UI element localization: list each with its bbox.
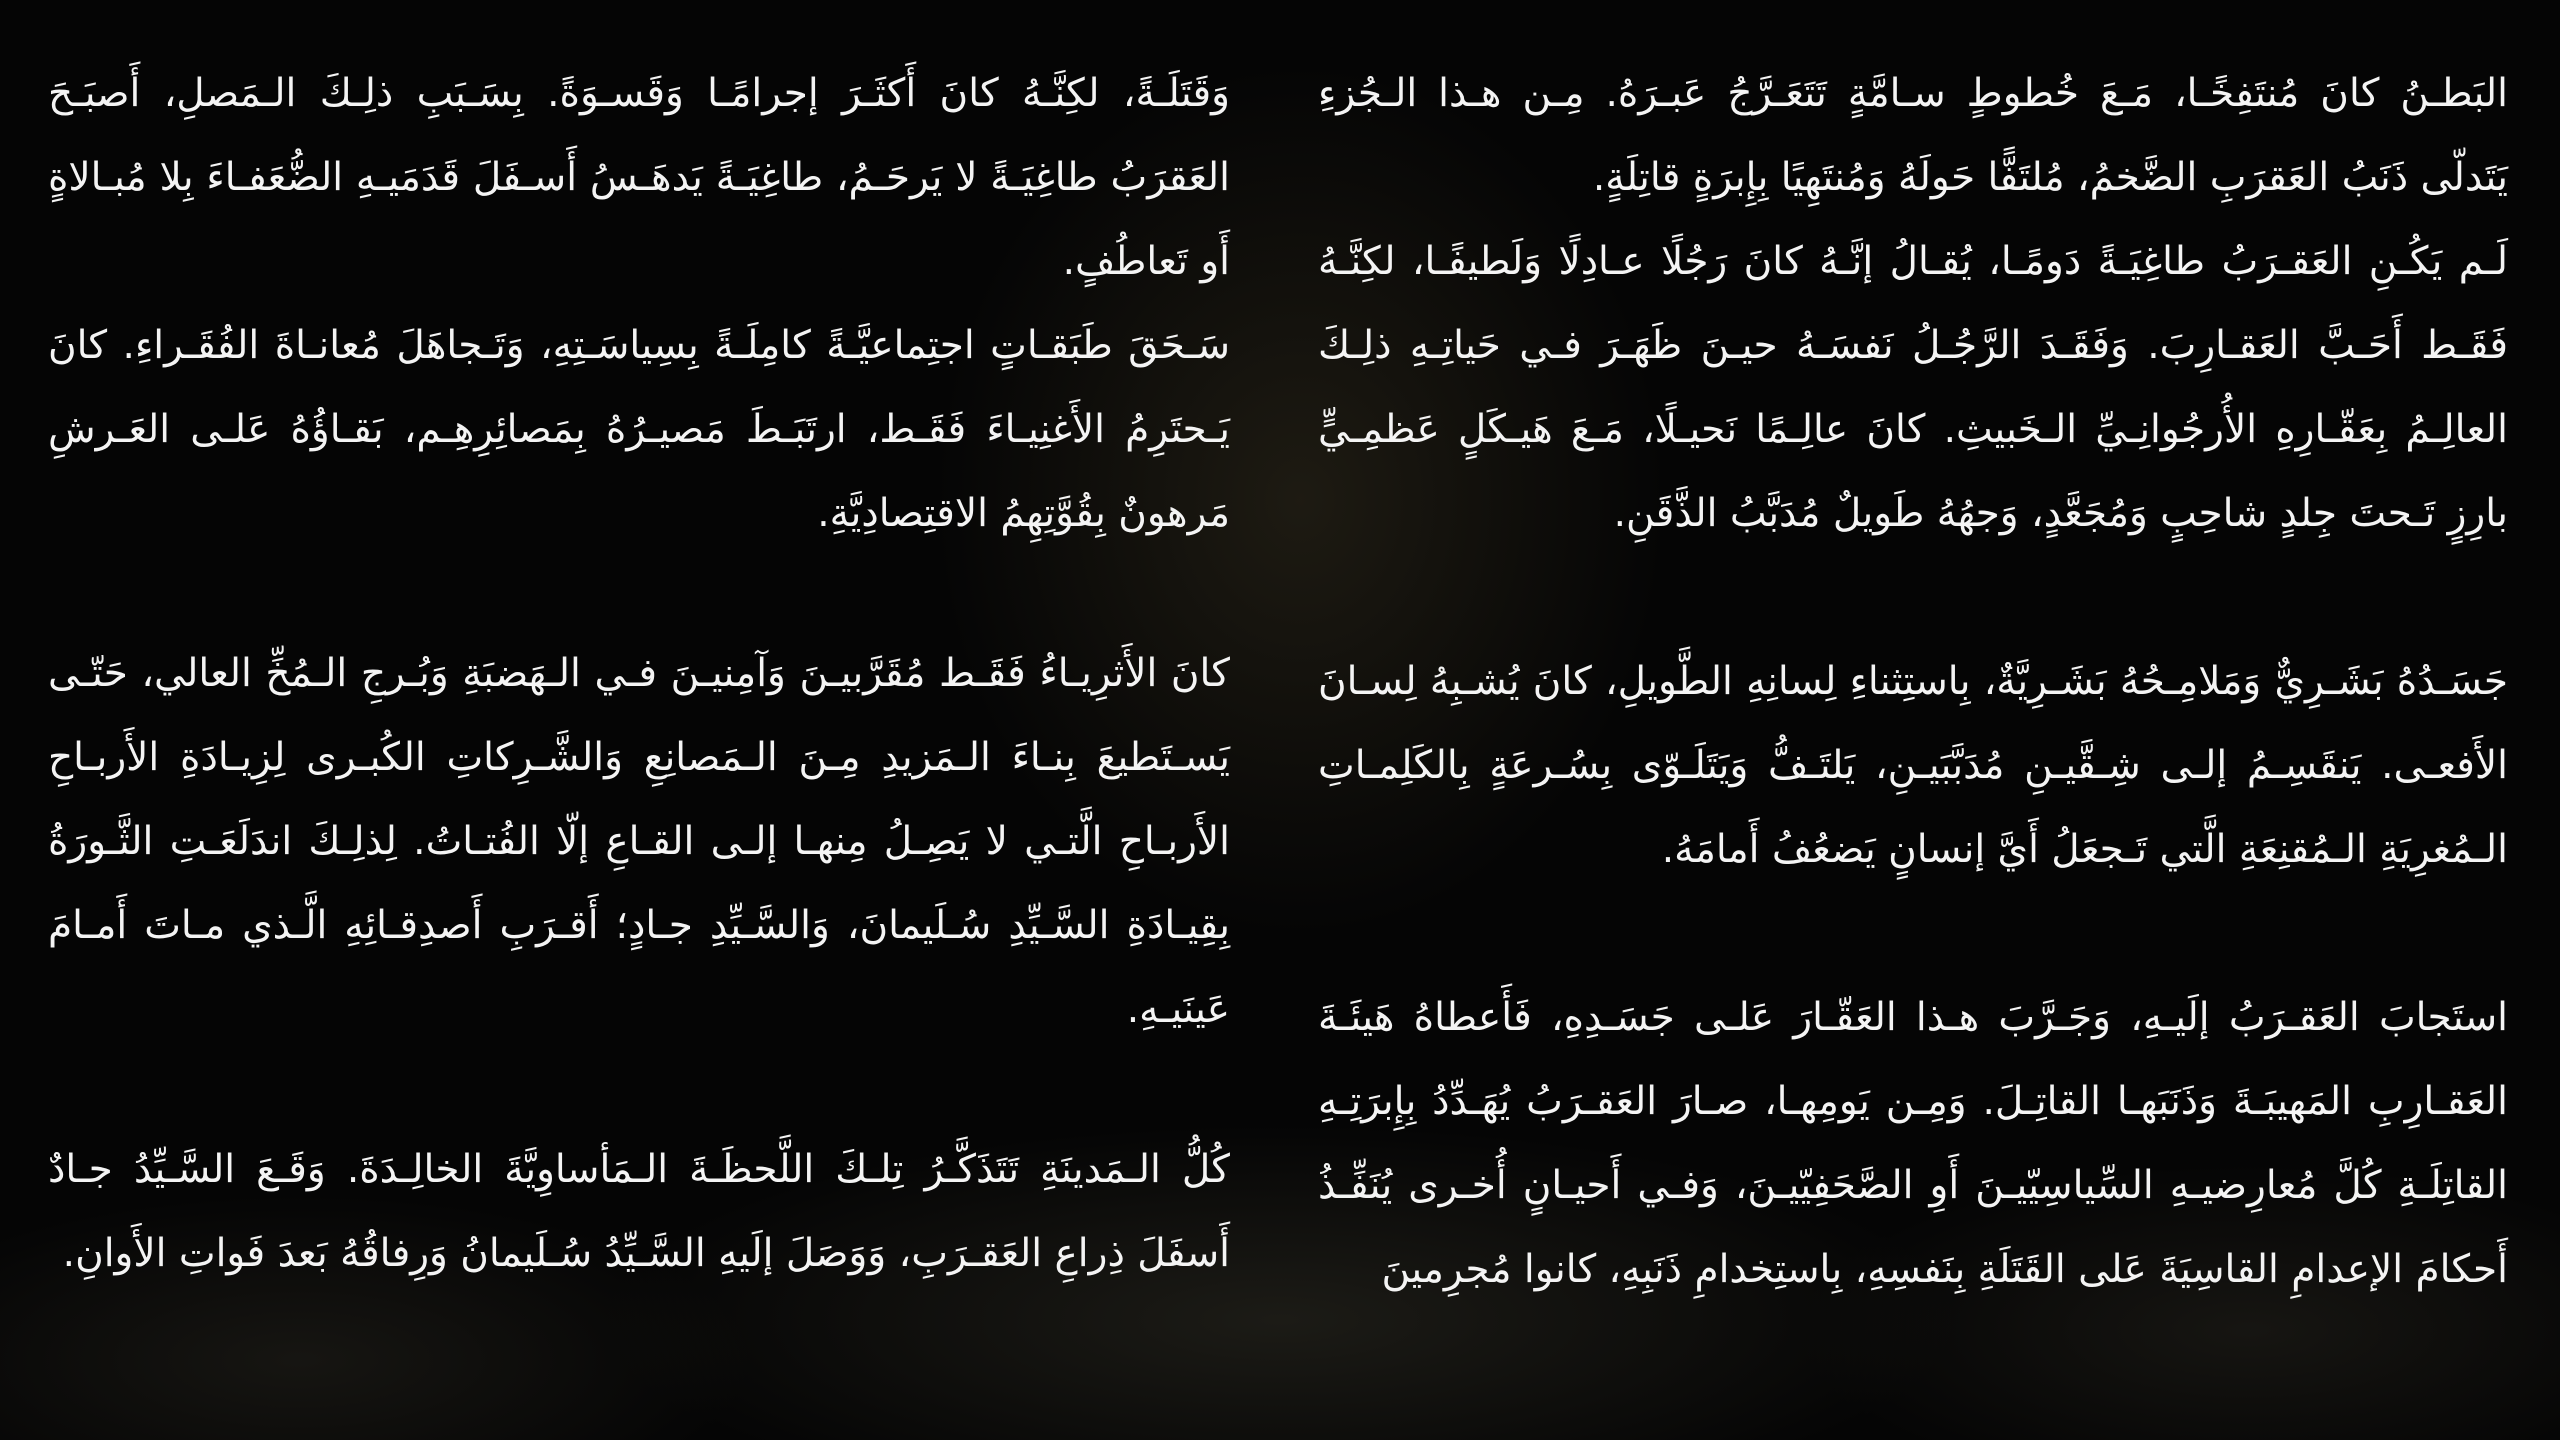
paragraph-body-tongue: جَسَـدُهُ بَشَـرِيٌّ وَمَلامِـحُهُ بَشَـرِيَّةٌ، بِاستِثناءِ لِسانِهِ الطَّويلِ، كانَ يُشـبِهُ لِسـانَ الأَفعـى. يَنقَسِـمُ إلـى شِـقَّيـنِ مُدَبَّبَيـنِ، يَلتَـفُّ وَيَتَلَـوّى بِسُـرعَةٍ بِالكَلِمـاتِ الـمُغرِيَةِ الـمُقنِعَةِ الَّتي تَـجعَلُ أَيَّ إنسانٍ يَضعُفُ أَمامَهُ. [1318, 659, 2508, 872]
paragraph-belly-tail: البَطـنُ كانَ مُنتَفِخًـا، مَـعَ خُطوطٍ سـامَّةٍ تَتَعَـرَّجُ عَبـرَهُ. مِـن هـذا الـجُزءِ يَتَدلّى ذَنَبُ العَقرَبِ الضَّخمُ، مُلتَفًّا حَولَهُ وَمُنتَهِيًا بِإِبرَةٍ قاتِلَةٍ. [1318, 71, 2508, 200]
paragraph-serum-transformation: استَجابَ العَقـرَبُ إلَيـهِ، وَجَـرَّبَ هـذا العَقّـارَ عَلـى جَسَـدِهِ، فَأَعطاهُ هَيئَـةَ العَقـارِبِ المَهيبَـةَ وَذَنَبَهـا القاتِـلَ. وَمِـن يَومِهـا، صـارَ العَقـرَبُ يُهَـدِّدُ بِإِبرَتِـهِ القاتِلَـةِ كُلَّ مُعارِضيـهِ السِّياسِيّيـنَ أَوِ الصَّحَفِيّيـنَ، وَفـي أَحيـانٍ أُخـرى يُنَفِّـذُ أَحكامَ الإعدامِ القاسِيَةَ عَلى القَتَلَةِ بِنَفسِهِ، بِاستِخدامِ ذَنَبِهِ، كانوا مُجرِمينَ [1318, 995, 2508, 1292]
paragraph-spacer [48, 556, 1230, 632]
left-text-column [48, 52, 1230, 1296]
paragraph-tyrant: وَقَتَلَـةً، لكِنَّـهُ كانَ أَكثَـرَ إجرامًـا وَقَسـوَةً. بِسَـبَبِ ذلِـكَ الـمَصلِ، أَصبَـحَ العَقرَبُ طاغِيَـةً لا يَرحَـمُ، طاغِيَـةً يَدهَـسُ أَسـفَلَ قَدَمَيـهِ الضُّعَفـاءَ بِلا مُبـالاةٍ أَو تَعاطُفٍ. [48, 71, 1230, 284]
paragraph-spacer [1318, 556, 2508, 640]
paragraph-scorpion-origin: لَـم يَكُـنِ العَقـرَبُ طاغِيَـةً دَومًـا، يُقـالُ إنَّـهُ كانَ رَجُلًا عـادِلًا وَلَطيفًـا، لكِنَّـهُ فَقَـط أَحَـبَّ العَقـارِبَ. وَفَقَـدَ الرَّجُـلُ نَفسَـهُ حيـنَ ظَهَـرَ فـي حَياتِـهِ ذلِـكَ العالِـمُ بِعَقّـارِهِ الأُرجُوانِـيِّ الـخَبيثِ. كانَ عالِـمًا نَحيـلًا، مَـعَ هَيـكَلٍ عَظمِـيٍّ بارِزٍ تَـحتَ جِلدٍ شاحِبٍ وَمُجَعَّدٍ، وَجهُهُ طَويلٌ مُدَبَّبُ الذَّقَنِ. [1318, 239, 2508, 536]
paragraph-wealthy-revolution: كانَ الأَثرِيـاءُ فَقَـط مُقَرَّبيـنَ وَآمِنيـنَ فـي الـهَضبَةِ وَبُـرجِ الـمُخِّ العالي، حَتّـى يَسـتَطيعَ بِنـاءَ الـمَزيدِ مِـنَ الـمَصانِعِ وَالشَّـرِكاتِ الكُبـرى لِزِيـادَةِ الأَربـاحِ الأَربـاحِ الَّتـي لا يَصِـلُ مِنهـا إلـى القـاعِ إلّا الفُتـاتُ. لِذلِـكَ اندَلَعَـتِ الثَّـورَةُ بِقِيـادَةِ السَّـيِّدِ سُـلَيمانَ، وَالسَّـيِّدِ جـادٍ؛ أَقـرَبِ أَصدِقـائِهِ الَّـذي مـاتَ أَمـامَ عَينَيـهِ. [48, 651, 1230, 1032]
paragraph-spacer [1318, 892, 2508, 976]
paragraph-tragic-moment: كُلُّ الـمَدينَةِ تَتَذَكَّـرُ تِلـكَ اللَّحظَـةَ الـمَأساوِيَّةَ الخالِـدَةَ. وَقَـعَ السَّـيِّدُ جـادٌ أَسفَلَ ذِراعِ العَقـرَبِ، وَوَصَلَ إلَيهِ السَّـيِّدُ سُـلَيمانُ وَرِفاقُهُ بَعدَ فَواتِ الأَوانِ. [48, 1147, 1230, 1276]
right-text-column [1318, 52, 2508, 1312]
paragraph-spacer [48, 1052, 1230, 1128]
paragraph-social-classes: سَـحَقَ طَبَقـاتٍ اجتِماعيَّـةً كامِلَـةً بِسِياسَـتِهِ، وَتَـجاهَلَ مُعانـاةَ الفُقَـراءِ. كانَ يَـحتَرِمُ الأَغنِيـاءَ فَقَـط، ارتَبَـطَ مَصيـرُهُ بِمَصائِرِهِـم، بَقـاؤُهُ عَلـى العَـرشِ مَرهونٌ بِقُوَّتِهِمُ الاقتِصادِيَّةِ. [48, 323, 1230, 536]
